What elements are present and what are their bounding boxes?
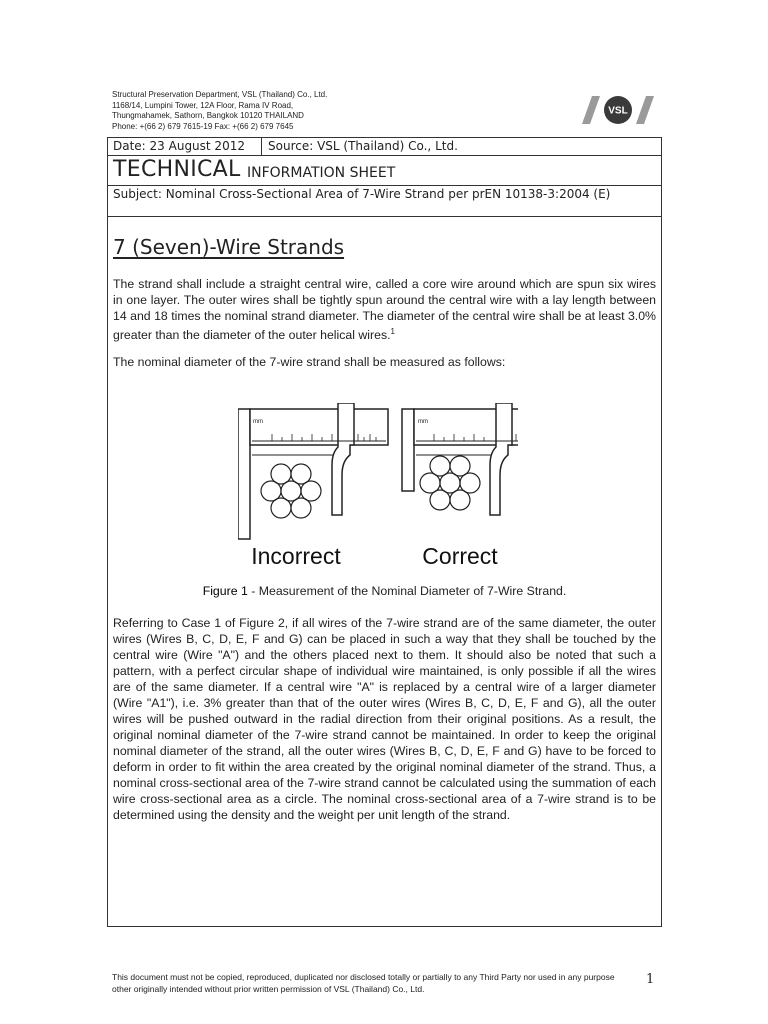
logo-slash-left bbox=[582, 96, 600, 124]
address-line: Phone: +(66 2) 679 7615-19 Fax: +(66 2) 679 7645 bbox=[112, 121, 294, 131]
paragraph-measurement-intro: The nominal diameter of the 7-wire strand shall be measured as follows: bbox=[113, 355, 506, 369]
confidentiality-notice: This document must not be copied, reproduced, duplicated nor disclosed totally or partially to any Third Party nor used in any purpose other originally intended without prior written permission of VSL (Thailand) Co., Ltd. bbox=[112, 972, 615, 994]
caliper-scale-bar bbox=[250, 409, 388, 445]
address-line: 1168/14, Lumpini Tower, 12A Floor, Rama IV Road, bbox=[112, 100, 294, 110]
footnote-marker: 1 bbox=[390, 327, 395, 336]
source-field: Source: VSL (Thailand) Co., Ltd. bbox=[268, 139, 458, 153]
label-incorrect: Incorrect bbox=[251, 543, 341, 569]
paragraph-text: The strand shall include a straight central wire, called a core wire around which are spun six wires in one layer. The outer wires shall be tightly spun around the central wire with a lay length between 14 and 18 times the nominal strand diameter. The diameter of the central wire shall be at least 3.0% greater than the diameter of the outer helical wires. bbox=[113, 277, 656, 343]
paragraph-strand-description bbox=[113, 276, 656, 343]
section-heading: 7 (Seven)-Wire Strands bbox=[113, 235, 345, 259]
logo-text: VSL bbox=[608, 105, 628, 117]
vsl-logo bbox=[578, 92, 658, 128]
wire-strand-incorrect bbox=[261, 464, 321, 518]
page-number: 1 bbox=[646, 972, 655, 987]
title-technical: TECHNICAL bbox=[113, 157, 241, 182]
address-line: Structural Preservation Department, VSL (Thailand) Co., Ltd. bbox=[112, 90, 328, 99]
info-sheet bbox=[107, 137, 662, 927]
title-information-sheet: INFORMATION SHEET bbox=[247, 165, 396, 181]
scale-unit-label: mm bbox=[418, 419, 428, 425]
logo-slash-right bbox=[636, 96, 654, 124]
company-address bbox=[112, 90, 327, 132]
label-correct: Correct bbox=[422, 543, 498, 569]
wire-strand-correct bbox=[420, 456, 480, 510]
date-field: Date: 23 August 2012 bbox=[113, 139, 245, 153]
caliper-fixed-jaw bbox=[238, 409, 250, 539]
paragraph-case-discussion: Referring to Case 1 of Figure 2, if all wires of the 7-wire strand are of the same diameter, the outer wires (Wires B, C, D, E, F and G) can be placed in such a way that they shall be touched by the central wire (Wire "A") and the others placed next to them. It should also be noted that such a pattern, with a perfect circular shape of individual wire maintained, is only possible if all the wires are of the same diameter. If a central wire "A" is replaced by a central wire of a larger diameter (Wire "A1"), i.e. 3% greater than that of the outer wires (Wires B, C, D, E, F and G), all the outer wires will be pushed outward in the radial direction from their original positions. As a result, the original nominal diameter of the 7-wire strand cannot be maintained. In order to keep the original nominal diameter of the strand, all the outer wires (Wires B, C, D, E, F and G) have to be forced to deform in order to fit within the area created by the original nominal diameter of the strand. Thus, a nominal cross-sectional area of the 7-wire strand cannot be calculated using the summation of each wire cross-sectional area as a circle. The nominal cross-sectional area of a 7-wire strand is to be determined using the density and the weight per unit length of the strand. bbox=[113, 616, 656, 822]
subject-row bbox=[108, 185, 661, 217]
meta-row bbox=[108, 138, 661, 156]
cell-divider bbox=[261, 138, 262, 155]
scale-unit-label: mm bbox=[253, 419, 263, 425]
sheet-title bbox=[108, 155, 661, 186]
figure-measurement-diagram bbox=[238, 403, 518, 571]
caption-label: Figure 1 bbox=[202, 584, 248, 598]
address-line: Thungmahamek, Sathorn, Bangkok 10120 THAILAND bbox=[112, 111, 304, 120]
subject-text: Subject: Nominal Cross-Sectional Area of 7-Wire Strand per prEN 10138-3:2004 (E) bbox=[113, 187, 611, 201]
figure-caption bbox=[108, 584, 661, 598]
caliper-fixed-jaw bbox=[402, 409, 414, 491]
caption-text: - Measurement of the Nominal Diameter of 7-Wire Strand. bbox=[247, 584, 567, 598]
